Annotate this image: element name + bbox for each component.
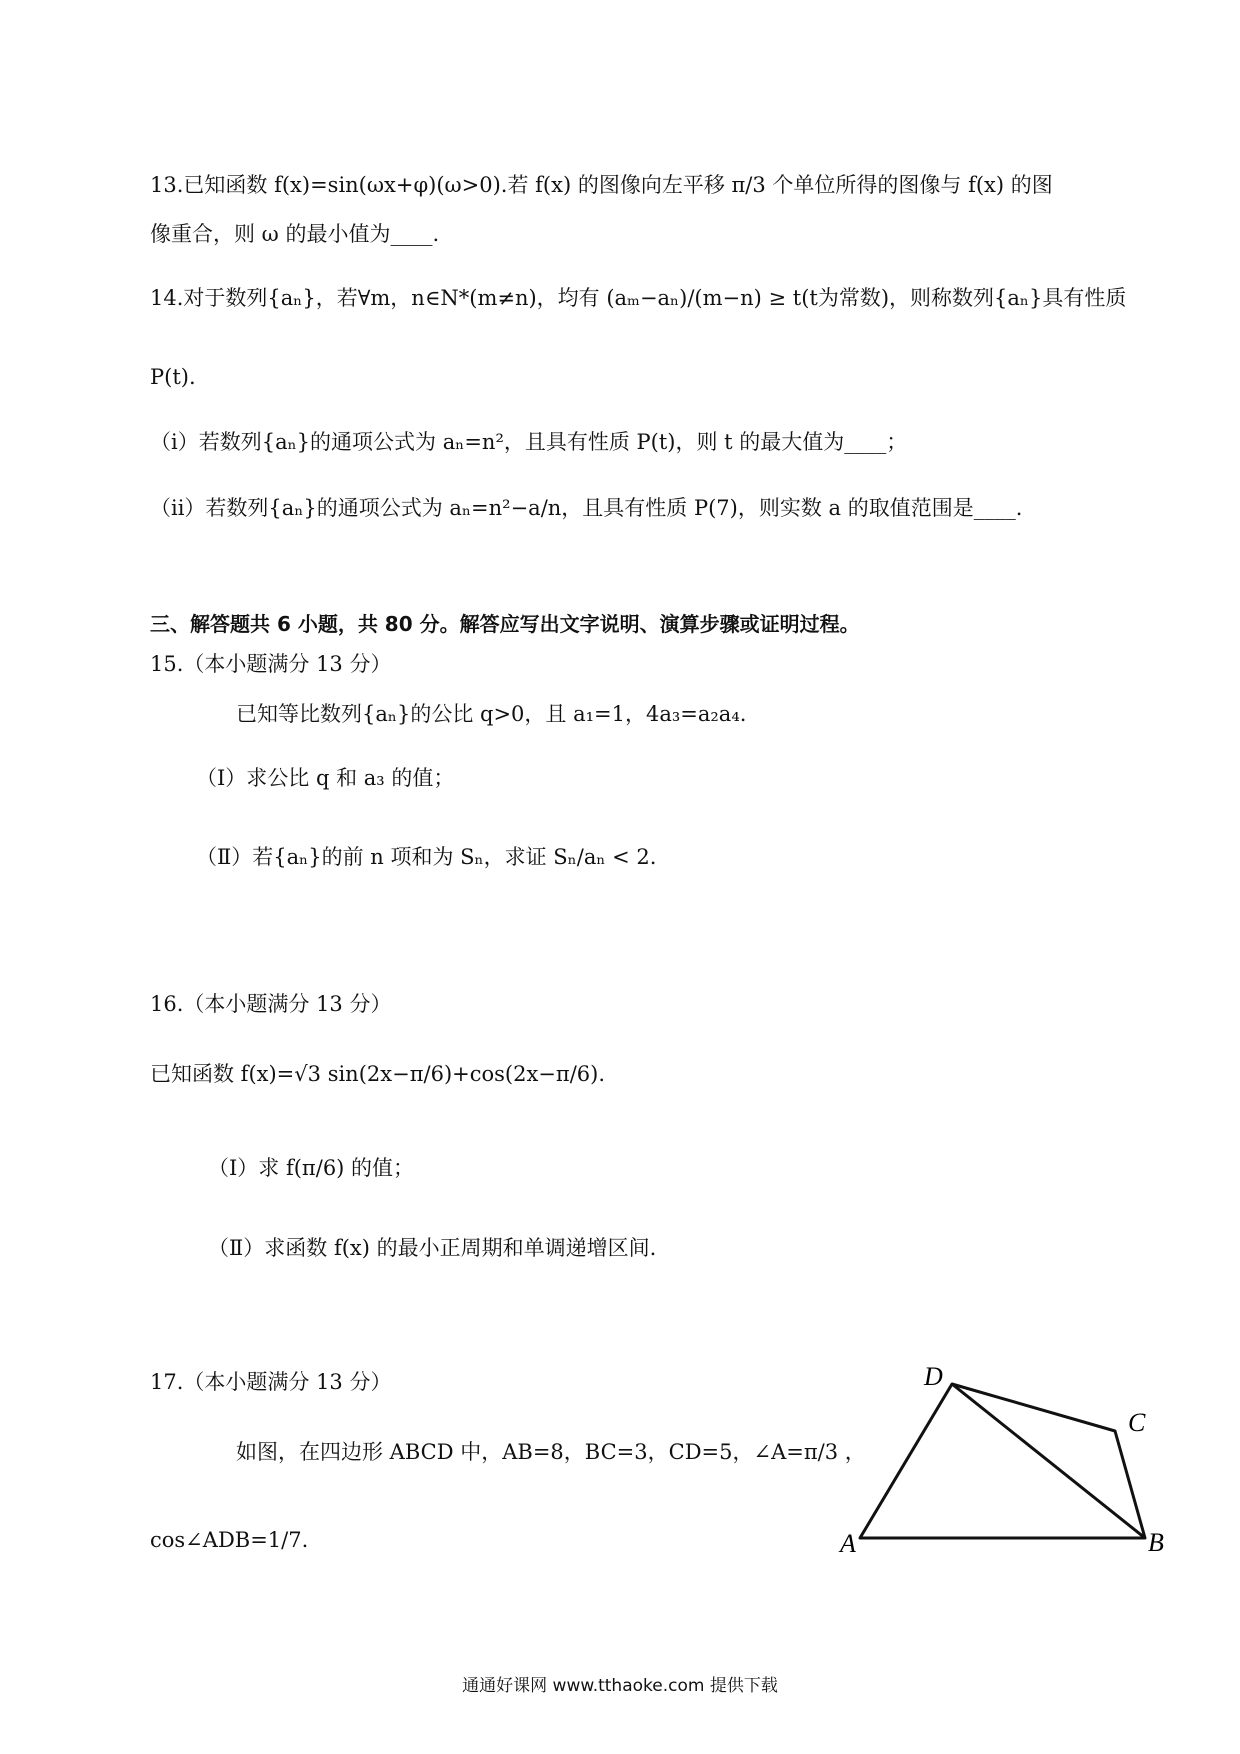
q15-part1: （Ⅰ）求公比 q 和 a₃ 的值； [196,766,455,790]
q13-line1: 13.已知函数 f(x)=sin(ωx+φ)(ω>0).若 f(x) 的图像向左平移 π/3 个单位所得的图像与 f(x) 的图 [150,173,1053,197]
q15-stem: 已知等比数列{aₙ}的公比 q>0，且 a₁=1，4a₃=a₂a₄. [236,702,747,726]
q16-part2: （Ⅱ）求函数 f(x) 的最小正周期和单调递增区间. [208,1236,657,1260]
q16-part1: （Ⅰ）求 f(π/6) 的值； [208,1156,415,1180]
q14-part1: （i）若数列{aₙ}的通项公式为 aₙ=n²，且具有性质 P(t)，则 t 的最大值为____； [150,430,908,454]
quadrilateral-figure [820,1355,1200,1595]
section-heading: 三、解答题共 6 小题，共 80 分。解答应写出文字说明、演算步骤或证明过程。 [150,612,860,636]
quadrilateral-outline [860,1384,1145,1538]
q17-title: 17.（本小题满分 13 分） [150,1370,392,1394]
q17-stem2: cos∠ADB=1/7. [150,1528,309,1552]
q14-line2: P(t). [150,365,196,389]
q15-part2: （Ⅱ）若{aₙ}的前 n 项和为 Sₙ，求证 Sₙ/aₙ < 2. [196,845,657,869]
q13-line2: 像重合，则 ω 的最小值为____. [150,222,440,246]
q14-line1: 14.对于数列{aₙ}，若∀m，n∈N*(m≠n)，均有 (aₘ−aₙ)/(m−n) ≥ t(t为常数)，则称数列{aₙ}具有性质 [150,286,1127,310]
vertex-label-b: B [1148,1528,1164,1557]
q15-title: 15.（本小题满分 13 分） [150,652,392,676]
vertex-label-a: A [840,1529,856,1558]
q16-stem: 已知函数 f(x)=√3 sin(2x−π/6)+cos(2x−π/6). [150,1062,606,1086]
q14-part2: （ii）若数列{aₙ}的通项公式为 aₙ=n²−a/n，且具有性质 P(7)，则实数 a 的取值范围是____. [150,496,1023,520]
diagonal-db [952,1384,1145,1538]
q17-stem: 如图，在四边形 ABCD 中，AB=8，BC=3，CD=5，∠A=π/3 ， [236,1440,866,1464]
vertex-label-c: C [1128,1408,1146,1437]
vertex-label-d: D [924,1362,943,1391]
footer: 通通好课网 www.tthaoke.com 提供下载 [462,1676,778,1696]
q16-title: 16.（本小题满分 13 分） [150,992,392,1016]
